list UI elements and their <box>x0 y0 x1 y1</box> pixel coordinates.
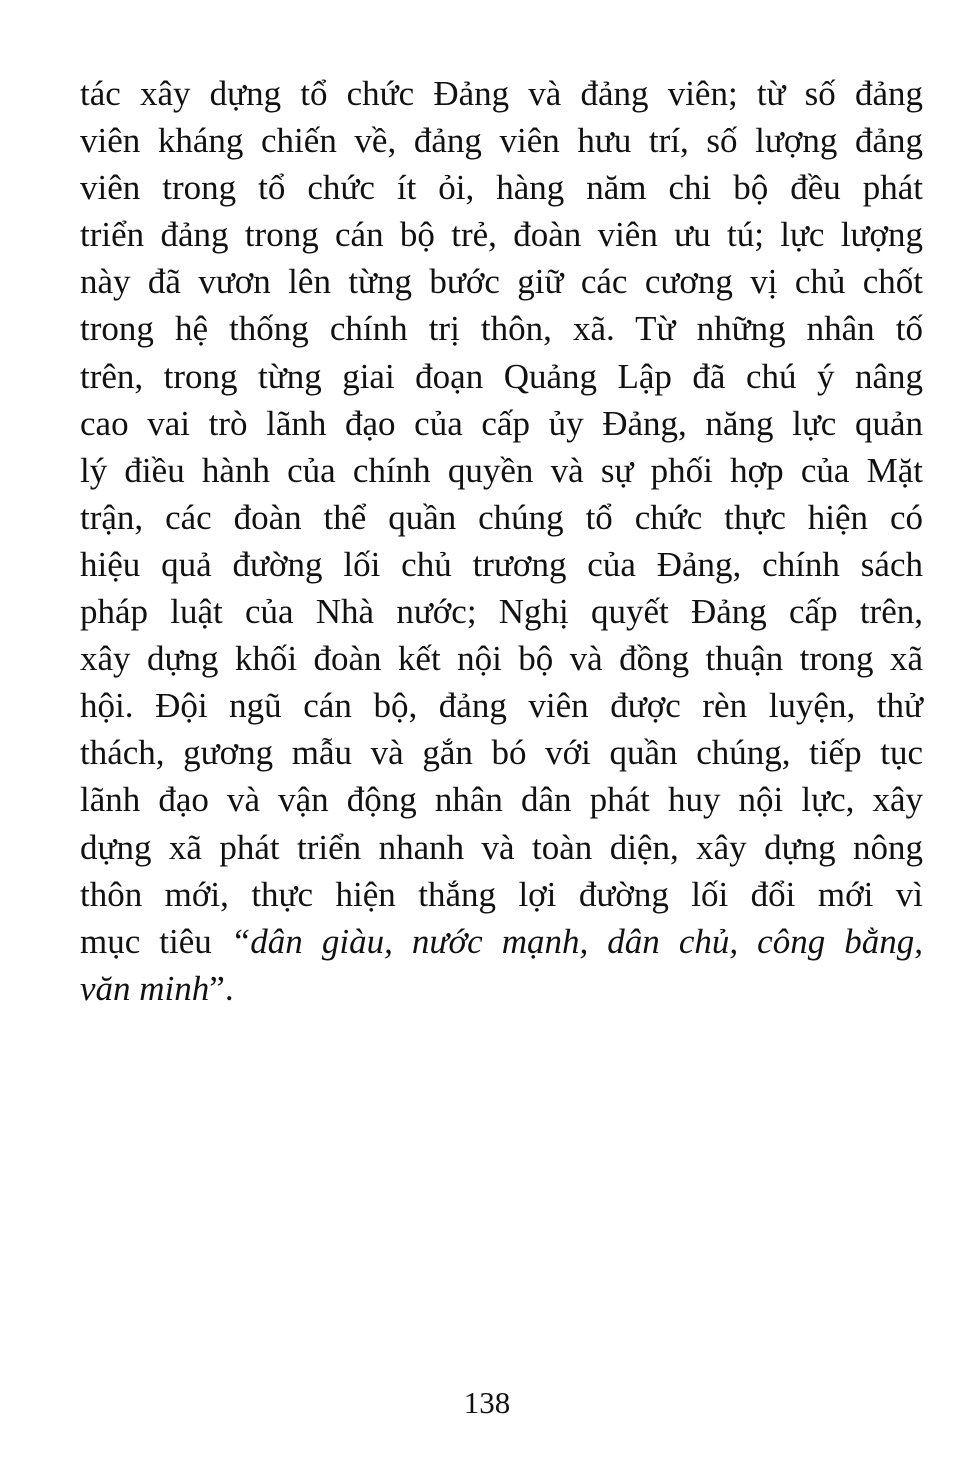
text-line <box>80 918 923 965</box>
italic-quote: “dân giàu, nước mạnh, dân chủ, công bằng, <box>230 921 923 961</box>
text-line: hội. Đội ngũ cán bộ, đảng viên được rèn luyện, thử <box>80 686 923 726</box>
text-line: xây dựng khối đoàn kết nội bộ và đồng thuận trong xã <box>80 639 923 679</box>
text-line: trận, các đoàn thể quần chúng tổ chức thực hiện có <box>80 497 923 537</box>
text-line: pháp luật của Nhà nước; Nghị quyết Đảng cấp trên, <box>80 592 923 632</box>
text-line: thôn mới, thực hiện thắng lợi đường lối đổi mới vì <box>80 874 923 914</box>
text-line: lý điều hành của chính quyền và sự phối hợp của Mặt <box>80 450 923 490</box>
text-segment: mục tiêu <box>80 921 231 961</box>
text-line: cao vai trò lãnh đạo của cấp ủy Đảng, năng lực quản <box>80 403 923 443</box>
text-line: lãnh đạo và vận động nhân dân phát huy nội lực, xây <box>80 780 923 820</box>
text-line: này đã vươn lên từng bước giữ các cương vị chủ chốt <box>80 262 923 302</box>
body-paragraph <box>80 70 923 1012</box>
text-line-last <box>80 965 923 1012</box>
text-line: viên kháng chiến về, đảng viên hưu trí, số lượng đảng <box>80 121 923 161</box>
text-line: triển đảng trong cán bộ trẻ, đoàn viên ưu tú; lực lượng <box>80 215 923 255</box>
text-line: tác xây dựng tổ chức Đảng và đảng viên; từ số đảng <box>80 74 923 113</box>
closing-quote: ”. <box>209 968 234 1008</box>
text-line: trong hệ thống chính trị thôn, xã. Từ những nhân tố <box>80 309 923 349</box>
text-line: dựng xã phát triển nhanh và toàn diện, xây dựng nông <box>80 827 923 867</box>
page-number: 138 <box>463 1385 511 1420</box>
text-line: viên trong tổ chức ít ỏi, hàng năm chi bộ đều phát <box>80 168 923 208</box>
text-line: hiệu quả đường lối chủ trương của Đảng, chính sách <box>80 544 923 584</box>
text-line: thách, gương mẫu và gắn bó với quần chúng, tiếp tục <box>80 733 923 773</box>
text-line: trên, trong từng giai đoạn Quảng Lập đã chú ý nâng <box>80 356 923 396</box>
italic-quote-end: văn minh <box>80 968 210 1008</box>
